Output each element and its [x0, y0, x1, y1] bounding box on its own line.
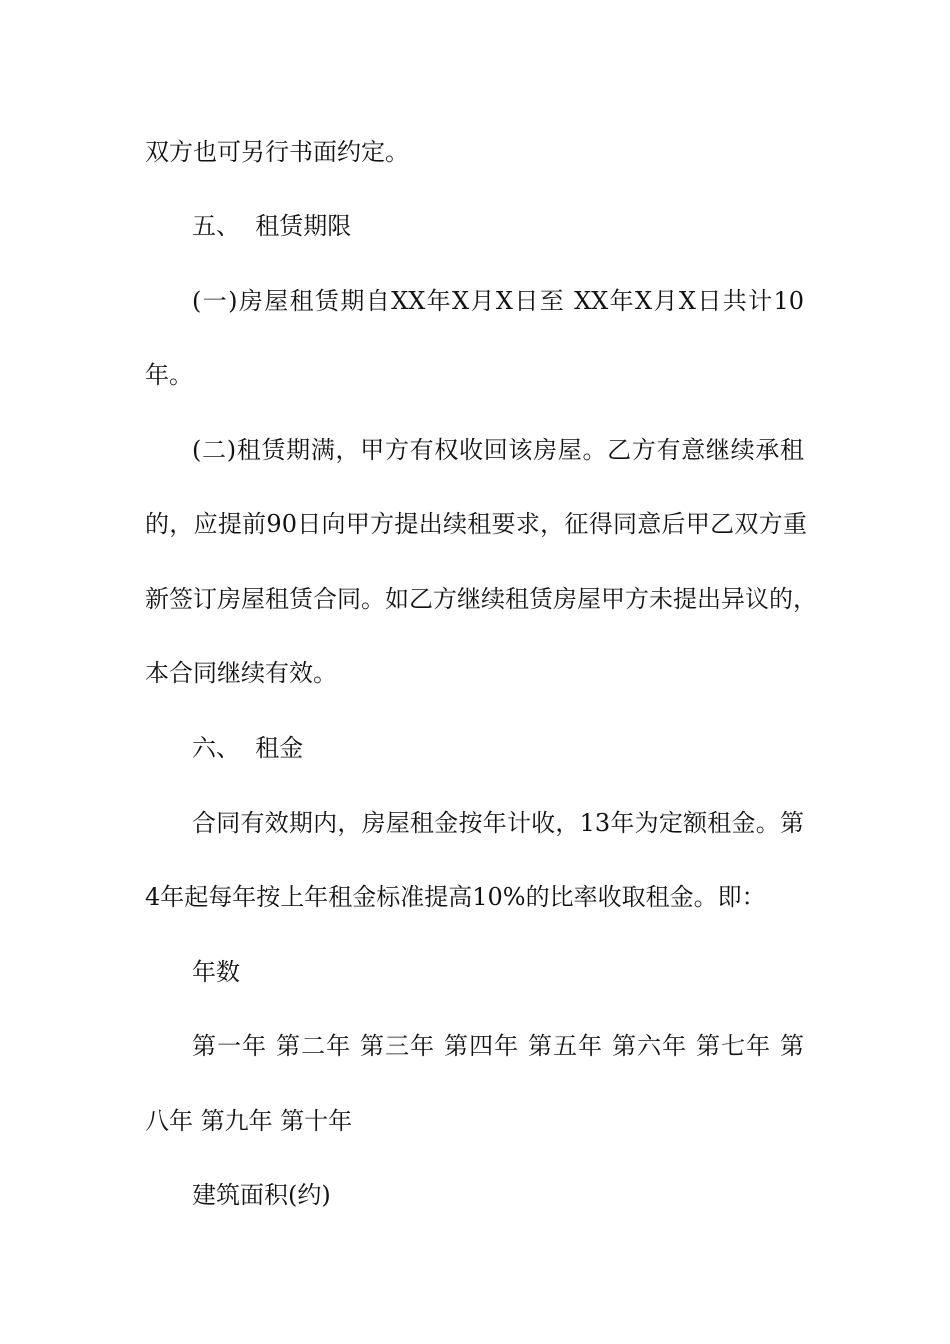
paragraph-line-11: 4年起每年按上年租金标准提高10%的比率收取租金。即：	[145, 883, 766, 911]
paragraph-line-7: 新签订房屋租赁合同。如乙方继续租赁房屋甲方未提出异议的，	[145, 585, 817, 613]
section-heading-lease-term: 五、 租赁期限	[192, 212, 352, 240]
section-heading-rent: 六、 租金	[192, 734, 304, 762]
years-list-line-1: 第一年 第二年 第三年 第四年 第五年 第六年 第七年 第	[192, 1032, 804, 1060]
paragraph-line-1: 双方也可另行书面约定。	[145, 138, 409, 166]
paragraph-line-3: (一)房屋租赁期自XX年X月X日至 XX年X月X日共计10	[192, 287, 804, 315]
paragraph-line-8: 本合同继续有效。	[145, 659, 337, 687]
paragraph-line-4: 年。	[145, 361, 193, 389]
table-label-building-area: 建筑面积(约)	[192, 1181, 331, 1209]
years-list-line-2: 八年 第九年 第十年	[145, 1107, 353, 1135]
paragraph-line-5: (二)租赁期满，甲方有权收回该房屋。乙方有意继续承租	[192, 436, 804, 464]
paragraph-line-6: 的，应提前90日向甲方提出续租要求，征得同意后甲乙双方重	[145, 510, 807, 538]
table-label-years: 年数	[192, 958, 240, 986]
paragraph-line-10: 合同有效期内，房屋租金按年计收，13年为定额租金。第	[192, 809, 804, 837]
